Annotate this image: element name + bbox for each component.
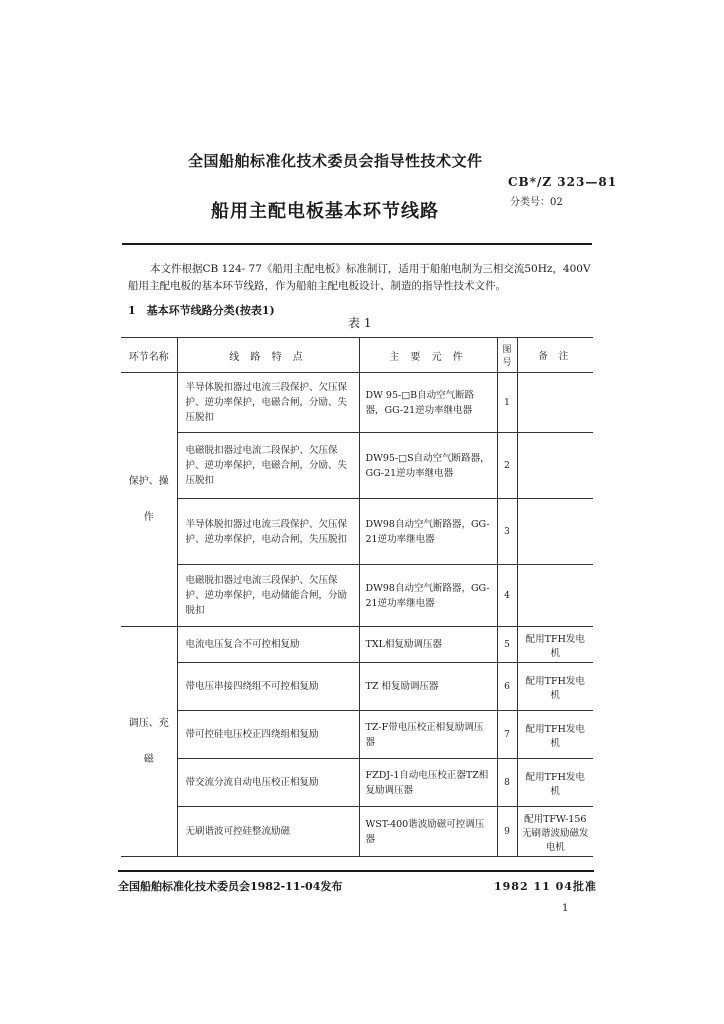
fig-cell: 6: [497, 663, 517, 711]
fig-cell: 2: [497, 433, 517, 499]
category-regulation: [121, 627, 177, 857]
notes-cell: 配用TFH发电机: [517, 711, 593, 759]
category-protection-label: 保护、操作: [128, 475, 169, 523]
features-cell: 带电压串接四绕组不可控相复励: [177, 663, 359, 711]
notes-cell: [517, 565, 593, 627]
table-row: [121, 433, 593, 499]
page-number: 1: [562, 903, 569, 914]
header-organization: 全国船舶标准化技术委员会指导性技术文件: [188, 152, 483, 170]
features-cell: 带可控硅电压校正四绕组相复励: [177, 711, 359, 759]
features-cell: 电流电压复合不可控相复励: [177, 627, 359, 663]
header-components: 主 要 元 件: [359, 338, 497, 373]
table-row: [121, 627, 593, 663]
intro-paragraph: 本文件根据CB 124- 77《船用主配电板》标准制订，适用于船舶电制为三相交流50Hz，400V船用主配电板的基本环节线路，作为船舶主配电板设计、制造的指导性技术文件。: [128, 263, 591, 292]
table-row: [121, 499, 593, 565]
components-cell: DW95-□S自动空气断路器，GG-21逆功率继电器: [359, 433, 497, 499]
features-cell: 带交流分流自动电压校正相复励: [177, 759, 359, 807]
components-cell: FZDJ-1自动电压校正器TZ相复励调压器: [359, 759, 497, 807]
category-regulation-label: 调压、充磁: [128, 717, 169, 765]
fig-cell: 9: [497, 807, 517, 857]
document-title: 船用主配电板基本环节线路: [211, 201, 439, 222]
footer-rule: [118, 870, 594, 872]
approval-date: 1982 11 04批准: [494, 880, 597, 893]
components-cell: DW 95-□B自动空气断路器，GG-21逆功率继电器: [359, 373, 497, 433]
notes-cell: 配用TFW-156无刷谐波励磁发电机: [517, 807, 593, 857]
fig-cell: 3: [497, 499, 517, 565]
table-row: [121, 565, 593, 627]
notes-cell: 配用TFH发电机: [517, 627, 593, 663]
classification-number: 分类号：02: [510, 197, 563, 208]
components-cell: TZ 相复励调压器: [359, 663, 497, 711]
features-cell: 半导体脱扣器过电流三段保护、欠压保护、逆功率保护，电动合闸，失压脱扣: [177, 499, 359, 565]
components-cell: WST-400谐波励磁可控调压器: [359, 807, 497, 857]
category-protection: [121, 373, 177, 627]
header-features: 线 路 特 点: [177, 338, 359, 373]
section-heading: 1 基本环节线路分类(按表1): [128, 304, 275, 317]
features-cell: 半导体脱扣器过电流三段保护、欠压保护、逆功率保护，电磁合闸，分励、失压脱扣: [177, 373, 359, 433]
features-cell: 电磁脱扣器过电流二段保护、欠压保护、逆功率保护，电磁合闸，分励、失压脱扣: [177, 433, 359, 499]
components-cell: TZ-F带电压校正相复励调压器: [359, 711, 497, 759]
table-row: [121, 663, 593, 711]
components-cell: DW98自动空气断路器，GG-21逆功率继电器: [359, 565, 497, 627]
notes-cell: 配用TFH发电机: [517, 759, 593, 807]
table-caption: 表 1: [348, 316, 372, 330]
circuit-classification-table: [121, 337, 593, 857]
fig-cell: 1: [497, 373, 517, 433]
table-header-row: [121, 338, 593, 373]
header-fig: 图号: [497, 338, 517, 373]
table-row: [121, 807, 593, 857]
notes-cell: [517, 373, 593, 433]
components-cell: TXL相复励调压器: [359, 627, 497, 663]
header-category: 环节名称: [121, 338, 177, 373]
document-code: CB*/Z 323—81: [508, 175, 618, 189]
notes-cell: 配用TFH发电机: [517, 663, 593, 711]
fig-cell: 4: [497, 565, 517, 627]
table-row: [121, 711, 593, 759]
fig-cell: 7: [497, 711, 517, 759]
fig-cell: 8: [497, 759, 517, 807]
fig-cell: 5: [497, 627, 517, 663]
notes-cell: [517, 433, 593, 499]
issue-date: 全国船舶标准化技术委员会1982-11-04发布: [118, 880, 343, 893]
components-cell: DW98自动空气断路器，GG-21逆功率继电器: [359, 499, 497, 565]
table-row: [121, 759, 593, 807]
features-cell: 无刷谐波可控硅整流励磁: [177, 807, 359, 857]
features-cell: 电磁脱扣器过电流三段保护、欠压保护、逆功率保护，电动储能合闸，分励脱扣: [177, 565, 359, 627]
header-notes: 备 注: [517, 338, 593, 373]
table-row: [121, 373, 593, 433]
notes-cell: [517, 499, 593, 565]
header-rule: [122, 243, 592, 245]
